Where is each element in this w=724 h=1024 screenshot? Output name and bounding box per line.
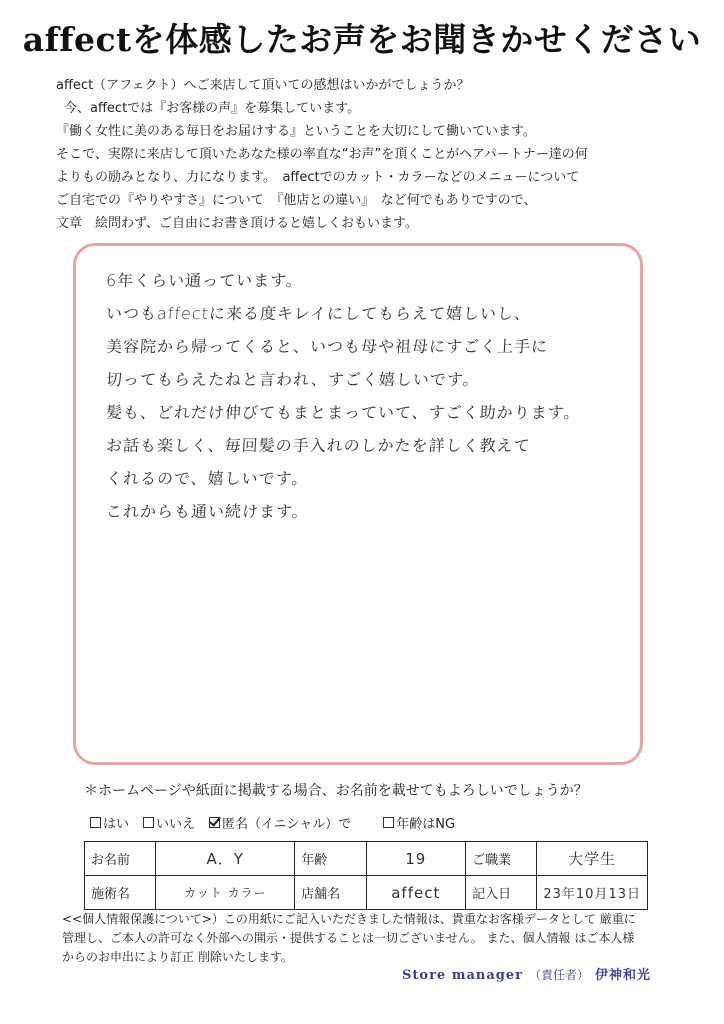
table-row	[85, 842, 648, 876]
handwritten-comment	[106, 264, 580, 528]
table-row	[85, 876, 648, 910]
intro-line: 『働く女性に美のある毎日をお届けする』ということを大切にして働いています。	[56, 124, 536, 139]
comment-line: 美容院から帰ってくると、いつも母や祖母にすごく上手に	[105, 337, 549, 356]
comment-line: いつもaffectに来る度キレイにしてもらえて嬉しいし、	[105, 304, 532, 323]
manager-role: （責任者）	[528, 968, 589, 982]
checkbox[interactable]	[143, 817, 154, 828]
age-field[interactable]: 19	[366, 842, 466, 876]
option-label: 年齢はNG	[396, 817, 456, 832]
intro-line: 今、affectでは『お客様の声』を募集しています。	[64, 101, 361, 116]
page-title: affectを体感したお声をお聞きかせください	[22, 20, 702, 59]
date-label: 記入日	[466, 876, 537, 910]
comment-box[interactable]	[73, 243, 643, 765]
consent-question: ＊ホームページや紙面に掲載する場合、お名前を載せてもよろしいでしょうか？	[84, 783, 588, 799]
store-manager-signature	[402, 964, 651, 983]
name-field[interactable]: A．Y	[156, 842, 295, 876]
privacy-line: からのお申出により訂正 削除いたします。	[62, 950, 293, 964]
privacy-notice	[62, 910, 662, 967]
service-label: 施術名	[85, 876, 156, 910]
option-age-ng[interactable]	[383, 813, 455, 832]
intro-line: 文章 絵問わず、ご自由にお書き頂けると嬉しくおもいます。	[56, 216, 418, 231]
privacy-line: <<個人情報保護について>）この用紙にご記入いただきました情報は、貴重なお客様データとして 厳重に	[62, 912, 636, 926]
manager-name: 伊神和光	[595, 968, 652, 983]
consent-options	[90, 813, 455, 832]
option-label: はい	[103, 817, 130, 832]
option-yes[interactable]	[90, 813, 129, 832]
option-anonymous[interactable]	[209, 813, 351, 832]
comment-line: 切ってもらえたねと言われ、すごく嬉しいです。	[105, 370, 481, 389]
option-label: いいえ	[156, 817, 196, 832]
job-label: ご職業	[466, 842, 537, 876]
comment-line: これからも通い続けます。	[105, 502, 310, 521]
age-label: 年齢	[295, 842, 366, 876]
checkbox[interactable]	[383, 817, 394, 828]
service-field[interactable]: カット カラー	[156, 876, 295, 910]
intro-text	[56, 74, 696, 235]
intro-line: そこで、実際に来店して頂いたあなた様の率直な“お声”を頂くことがヘアパートナー達の何	[56, 147, 588, 162]
privacy-line: 管理し、ご本人の許可なく外部への開示・提供することは一切ございません。 また、個人情報 はご本人様	[62, 931, 635, 945]
checkbox-checked[interactable]	[209, 817, 220, 828]
option-no[interactable]	[143, 813, 195, 832]
comment-line: お話も楽しく、毎回髪の手入れのしかたを詳しく教えて	[105, 436, 532, 455]
comment-line: くれるので、嬉しいです。	[105, 469, 309, 488]
name-label: お名前	[85, 842, 156, 876]
store-label: 店舗名	[295, 876, 366, 910]
job-field[interactable]: 大学生	[537, 842, 648, 876]
comment-line: 髪も、どれだけ伸びてもまとまっていて、すごく助かります。	[105, 403, 581, 422]
store-field[interactable]: affect	[366, 876, 466, 910]
checkbox[interactable]	[90, 817, 101, 828]
comment-line: 6年くらい通っています。	[105, 271, 304, 290]
intro-line: よりもの励みとなり、力になります。 affectでのカット・カラーなどのメニューについて	[56, 170, 580, 185]
date-field[interactable]: 23年10月13日	[537, 876, 648, 910]
option-label: 匿名（イニシャル）で	[222, 817, 352, 832]
manager-title: Store manager	[402, 968, 523, 983]
intro-line: ご自宅での『やりやすさ』について 『他店との違い』 など何でもありですので、	[56, 193, 537, 208]
intro-line: affect（アフェクト）へご来店して頂いての感想はいかがでしょうか？	[56, 78, 470, 93]
customer-info-table	[84, 841, 648, 910]
